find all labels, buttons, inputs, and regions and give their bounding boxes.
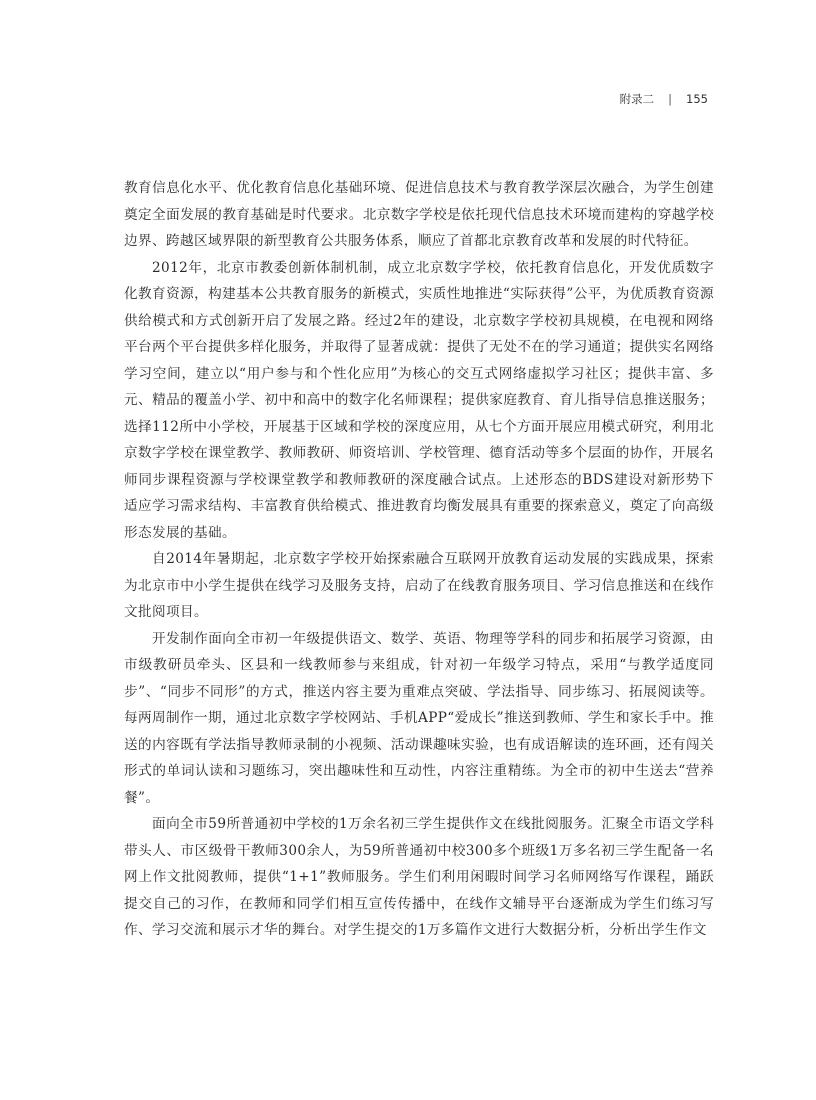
header-separator: | (668, 92, 673, 106)
page-number: 155 (686, 92, 708, 106)
paragraph: 自2014年暑期起，北京数字学校开始探索融合互联网开放教育运动发展的实践成果，探索为北京市中小学生提供在线学习及服务支持，启动了在线教育服务项目、学习信息推送和在线作文批阅项目。 (124, 551, 714, 620)
body-text (124, 175, 714, 944)
paragraph: 面向全市59所普通初中学校的1万余名初三学生提供作文在线批阅服务。汇聚全市语文学科带头人、市区级骨干教师300余人，为59所普通初中校300多个班级1万多名初三学生配备一名网上作文批阅教师，提供“1+1”教师服务。学生们利用闲暇时间学习名师网络写作课程，踊跃提交自己的习作，在教师和同学们相互宣传传播中，在线作文辅导平台逐渐成为学生们练习写作、学习交流和展示才华的舞台。对学生提交的1万多篇作文进行大数据分析，分析出学生作文 (124, 816, 714, 938)
paragraph: 2012年，北京市教委创新体制机制，成立北京数字学校，依托教育信息化，开发优质数字化教育资源，构建基本公共教育服务的新模式，实质性地推进“实际获得”公平，为优质教育资源供给模式和方式创新开启了发展之路。经过2年的建设，北京数字学校初具规模，在电视和网络平台两个平台提供多样化服务，并取得了显著成就：提供了无处不在的学习通道；提供实名网络学习空间，建立以“用户参与和个性化应用”为核心的交互式网络虚拟学习社区；提供丰富、多元、精品的覆盖小学、初中和高中的数字化名师课程；提供家庭教育、育儿指导信息推送服务；选择112所中小学校，开展基于区域和学校的深度应用，从七个方面开展应用模式研究，利用北京数字学校在课堂教学、教师教研、师资培训、学校管理、德育活动等多个层面的协作，开展名师同步课程资源与学校课堂教学和教师教研的深度融合试点。上述形态的BDS建设对新形势下适应学习需求结构、丰富教育供给模式、推进教育均衡发展具有重要的探索意义，奠定了向高级形态发展的基础。 (124, 259, 714, 541)
running-header (620, 91, 708, 107)
section-title: 附录二 (619, 92, 655, 106)
paragraph: 教育信息化水平、优化教育信息化基础环境、促进信息技术与教育教学深层次融合，为学生创建奠定全面发展的教育基础是时代要求。北京数字学校是依托现代信息技术环境而建构的穿越学校边界、跨越区域界限的新型教育公共服务体系，顺应了首都北京教育改革和发展的时代特征。 (124, 180, 714, 249)
paragraph: 开发制作面向全市初一年级提供语文、数学、英语、物理等学科的同步和拓展学习资源，由市级教研员牵头、区县和一线教师参与来组成，针对初一年级学习特点，采用“与教学适度同步”、“同步不同形”的方式，推送内容主要为重难点突破、学法指导、同步练习、拓展阅读等。每两周制作一期，通过北京数字学校网站、手机APP“爱成长”推送到教师、学生和家长手中。推送的内容既有学法指导教师录制的小视频、活动课趣味实验，也有成语解读的连环画，还有闯关形式的单词认读和习题练习，突出趣味性和互动性，内容注重精练。为全市的初中生送去“营养餐”。 (124, 630, 714, 806)
